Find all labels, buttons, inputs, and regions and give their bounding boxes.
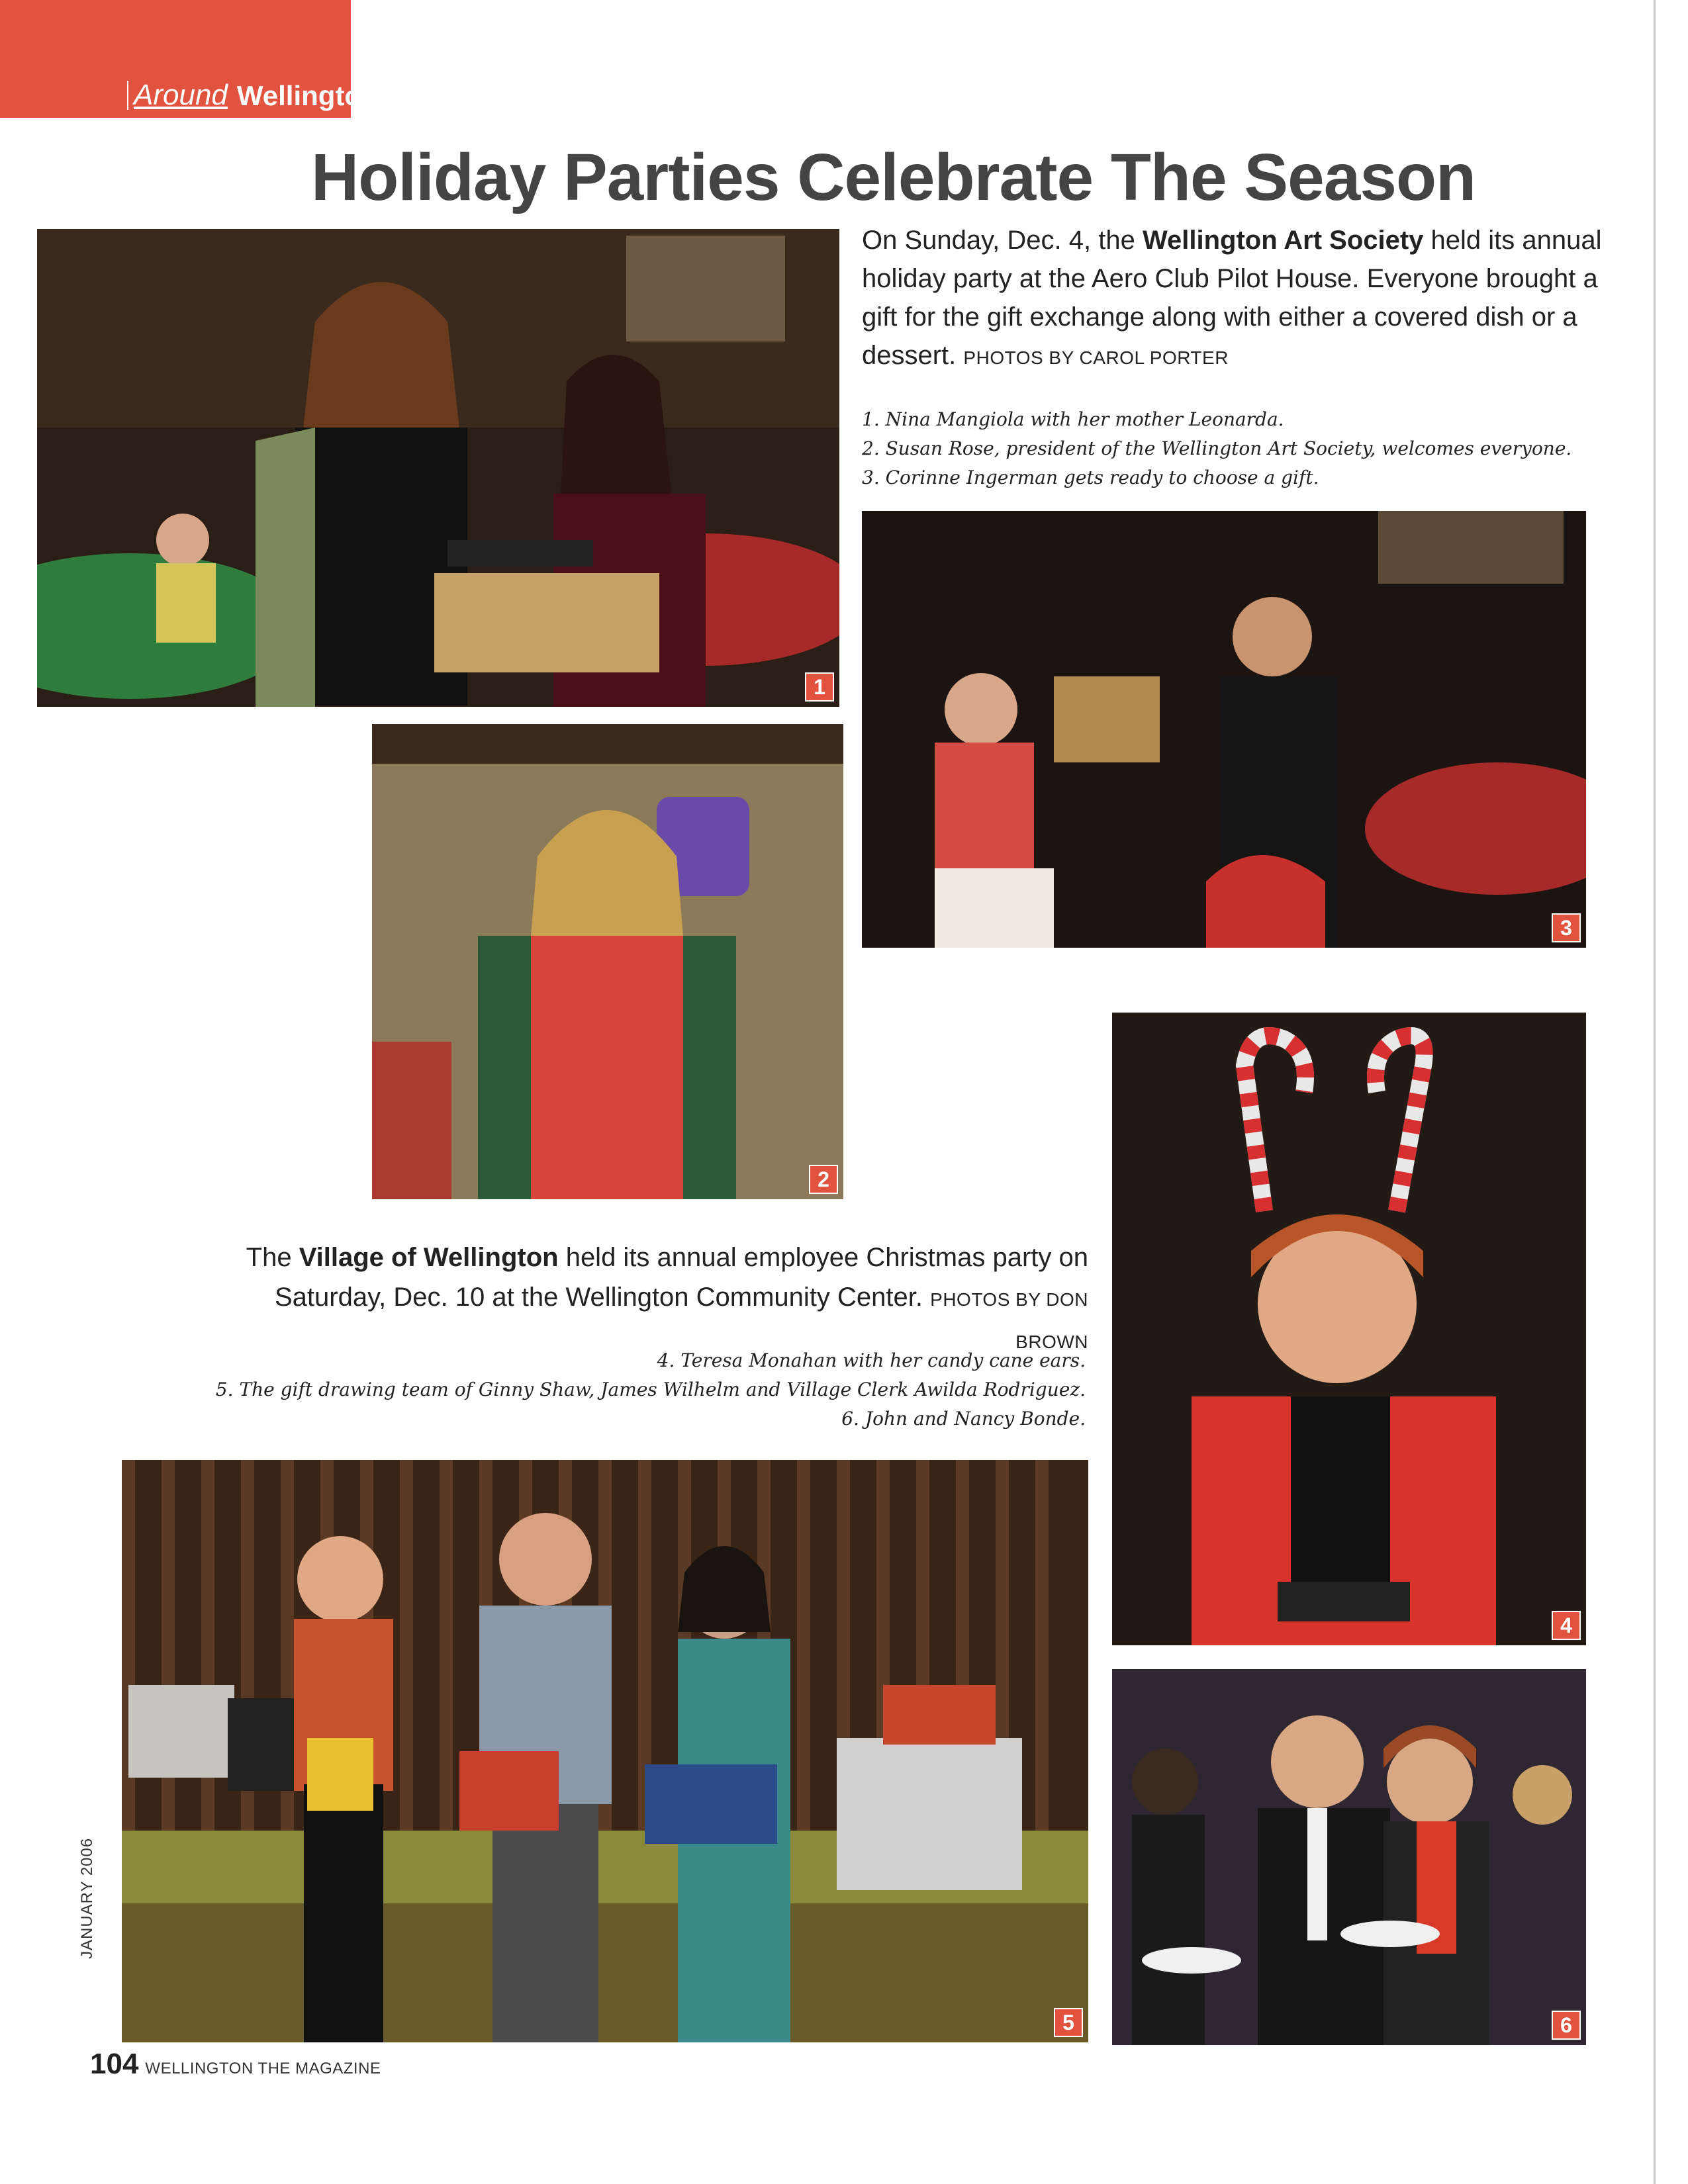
photo-5-number-badge: 5 [1054, 2008, 1083, 2037]
story1-intro-pre: On Sunday, Dec. 4, the [862, 226, 1143, 255]
page-folio [90, 2048, 381, 2081]
photo-6 [1112, 1669, 1586, 2045]
photo-6-number-badge: 6 [1552, 2011, 1581, 2040]
story2-intro [199, 1238, 1088, 1362]
section-tab [0, 0, 379, 118]
page-headline: Holiday Parties Celebrate The Season [311, 140, 1476, 214]
story1-intro-post: held its annual holiday party at the Aero Club Pilot House. Everyone brought a gift for the gift exchange along with either a covered dish or a dessert. [862, 226, 1602, 370]
story2-intro-org: Village of Wellington [299, 1243, 559, 1272]
story1-captions [862, 405, 1571, 492]
photo-5-image [122, 1460, 1088, 2042]
caption-5: 5. The gift drawing team of Ginny Shaw, James Wilhelm and Village Clerk Awilda Rodriguez. [215, 1379, 1086, 1400]
section-wellington-label: Wellington [236, 80, 379, 111]
caption-4: 4. Teresa Monahan with her candy cane ears. [657, 1349, 1086, 1371]
caption-3: 3. Corinne Ingerman gets ready to choose a gift. [862, 467, 1319, 488]
caption-6: 6. John and Nancy Bonde. [841, 1408, 1086, 1430]
story2-intro-pre: The [246, 1243, 299, 1272]
photo-3-number-badge: 3 [1552, 913, 1581, 942]
photo-4-number-badge: 4 [1552, 1611, 1581, 1640]
magazine-name: WELLINGTON THE MAGAZINE [145, 2060, 381, 2077]
story1-intro-org: Wellington Art Society [1142, 226, 1424, 255]
photo-2-image [372, 724, 843, 1199]
photo-1-number-badge: 1 [805, 672, 834, 702]
caption-2: 2. Susan Rose, president of the Wellington Art Society, welcomes everyone. [862, 437, 1572, 459]
photo-1-image [37, 229, 839, 707]
page-edge-rule [1654, 0, 1656, 2184]
photo-1 [37, 229, 839, 707]
story1-intro [862, 221, 1617, 377]
photo-2 [372, 724, 843, 1199]
issue-date: JANUARY 2006 [78, 1837, 96, 1959]
photo-3 [862, 511, 1586, 948]
section-around-label: Around [127, 81, 228, 110]
photo-6-image [1112, 1669, 1586, 2045]
photo-3-image [862, 511, 1586, 948]
story2-photo-credit: PHOTOS BY DON BROWN [930, 1289, 1088, 1352]
story1-photo-credit: PHOTOS BY CAROL PORTER [963, 347, 1229, 368]
page-number: 104 [90, 2048, 139, 2080]
photo-2-number-badge: 2 [809, 1165, 838, 1194]
story2-captions [172, 1346, 1086, 1433]
photo-4-image [1112, 1013, 1586, 1645]
photo-4 [1112, 1013, 1586, 1645]
story2-intro-post: held its annual employee Christmas party on Saturday, Dec. 10 at the Wellington Community Center. [275, 1243, 1088, 1312]
photo-5 [122, 1460, 1088, 2042]
caption-1: 1. Nina Mangiola with her mother Leonarda. [862, 408, 1284, 430]
